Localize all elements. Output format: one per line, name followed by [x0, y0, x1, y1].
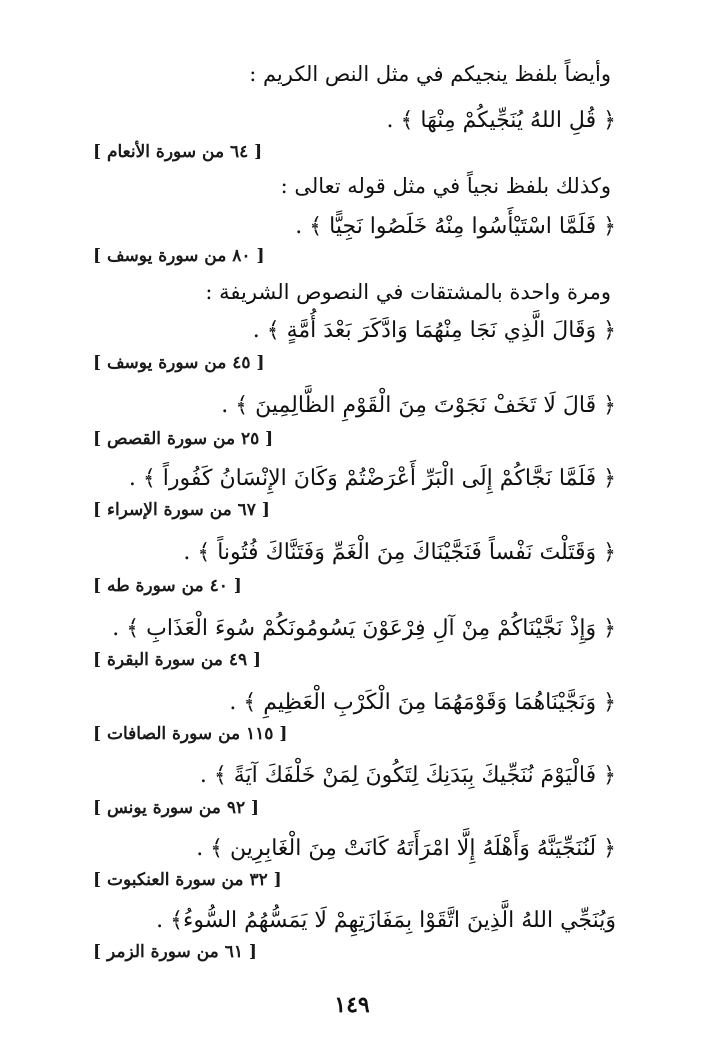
- quran-verse: ﴿ وَقَتَلْتَ نَفْساً فَنَجَّيْنَاكَ مِنَ الْغَمِّ وَفَتَنَّاكَ فُتُوناً ﴾ .: [183, 540, 616, 565]
- verse-reference: [ ٤٩ من سورة البقرة ]: [93, 650, 262, 670]
- quran-verse: ﴿ فَلَمَّا اسْتَيْأَسُوا مِنْهُ خَلَصُوا نَجِيًّا ﴾ .: [295, 214, 616, 239]
- verse-reference: [ ١١٥ من سورة الصافات ]: [93, 724, 288, 744]
- quran-verse: ﴿ قَالَ لَا تَخَفْ نَجَوْتَ مِنَ الْقَوْمِ الظَّالِمِينَ ﴾ .: [221, 393, 616, 418]
- quran-verse: ﴿ فَالْيَوْمَ نُنَجِّيكَ بِبَدَنِكَ لِتَكُونَ لِمَنْ خَلْفَكَ آيَةً ﴾ .: [199, 763, 616, 788]
- quran-verse: ﴿ وَنَجَّيْنَاهُمَا وَقَوْمَهُمَا مِنَ الْكَرْبِ الْعَظِيمِ ﴾ .: [229, 690, 616, 715]
- verse-reference: [ ٦١ من سورة الزمر ]: [93, 942, 257, 962]
- verse-reference: [ ٩٢ من سورة يونس ]: [93, 798, 260, 818]
- verse-reference: [ ٤٠ من سورة طه ]: [93, 576, 242, 596]
- verse-reference: [ ٦٤ من سورة الأنعام ]: [93, 142, 263, 162]
- quran-verse: ﴿ لَنُنَجِّيَنَّهُ وَأَهْلَهُ إِلَّا امْرَأَتَهُ كَانَتْ مِنَ الْغَابِرِين ﴾ .: [196, 836, 616, 861]
- quran-verse: ﴿ فَلَمَّا نَجَّاكُمْ إِلَى الْبَرِّ أَعْرَضْتُمْ وَكَانَ الإِنْسَانُ كَفُوراً ﴾ .: [128, 466, 616, 491]
- verse-reference: [ ٦٧ من سورة الإسراء ]: [93, 500, 270, 520]
- quran-verse: وَيُنَجِّي اللهُ الَّذِينَ اتَّقَوْا بِمَفَازَتِهِمْ لَا يَمَسُّهُمُ السُّوءُ﴾ .: [156, 908, 616, 933]
- verse-reference: [ ٨٠ من سورة يوسف ]: [93, 246, 265, 266]
- page-number: ١٤٩: [334, 992, 370, 1018]
- body-line: وكذلك بلفظ نجياً في مثل قوله تعالى :: [280, 174, 611, 198]
- quran-verse: ﴿ وَإِذْ نَجَّيْنَاكُمْ مِنْ آلِ فِرْعَوْنَ يَسُومُونَكُمْ سُوءَ الْعَذَابِ ﴾ .: [112, 616, 616, 641]
- body-line: ومرة واحدة بالمشتقات في النصوص الشريفة :: [205, 280, 611, 304]
- quran-verse: ﴿ قُلِ اللهُ يُنَجِّيكُمْ مِنْهَا ﴾ .: [386, 108, 616, 133]
- verse-reference: [ ٢٥ من سورة القصص ]: [93, 429, 274, 449]
- quran-verse: ﴿ وَقَالَ الَّذِي نَجَا مِنْهُمَا وَادَّكَرَ بَعْدَ أُمَّةٍ ﴾ .: [252, 318, 616, 343]
- body-line: وأيضاً بلفظ ينجيكم في مثل النص الكريم :: [249, 62, 611, 86]
- verse-reference: [ ٤٥ من سورة يوسف ]: [93, 353, 265, 373]
- verse-reference: [ ٣٢ من سورة العنكبوت ]: [93, 870, 282, 890]
